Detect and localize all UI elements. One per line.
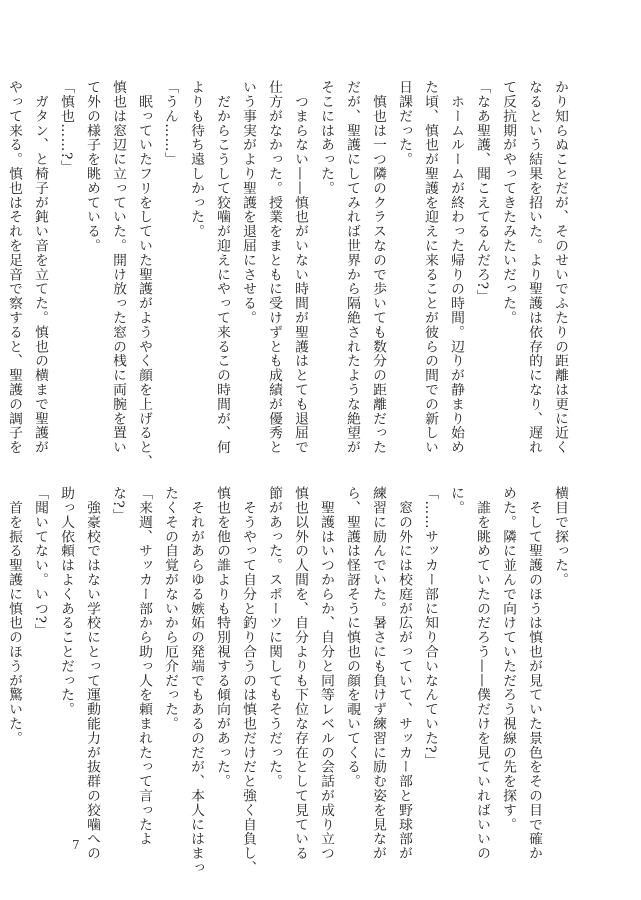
text-line: だが、聖護にしてみれば世界から隔絶されたような絶望が bbox=[344, 80, 360, 455]
text-line: いう事実がより聖護を退屈にさせる。 bbox=[240, 80, 256, 325]
text-line: 節があった。スポーツに関してもそうだった。 bbox=[266, 486, 282, 789]
text-line: 「……サッカー部に知り合いなんていた?」 bbox=[422, 486, 438, 768]
text-line: かり知らぬことだが、そのせいでふたりの距離は更に近く bbox=[552, 80, 568, 455]
text-line: よりも待ち遠しかった。 bbox=[188, 80, 204, 239]
text-line: 慎也は窓辺に立っていた。開け放った窓の桟に両腕を置い bbox=[110, 80, 126, 455]
text-line: 助っ人依頼はよくあることだった。 bbox=[58, 486, 74, 717]
text-line: ら、聖護は怪訝そうに慎也の顔を覗いてくる。 bbox=[344, 486, 360, 789]
text-line: それがあらゆる嫉妬の発端でもあるのだが、本人にはまっ bbox=[188, 486, 204, 875]
text-line: なるという結果を招いた。より聖護は依存的になり、遅れ bbox=[526, 80, 542, 455]
text-line: 慎也を他の誰よりも特別視する傾向があった。 bbox=[214, 486, 230, 789]
text-line: そこにはあった。 bbox=[318, 80, 334, 196]
text-line: 慎也以外の人間を、自分よりも下位な存在として見ている bbox=[292, 486, 308, 861]
text-line: ガタン、と椅子が鈍い音を立てた。慎也の横まで聖護が bbox=[32, 80, 48, 455]
text-line: 「うん……」 bbox=[162, 80, 178, 167]
text-line: 眠っていたフリをしていた聖護がようやく顔を上げると、 bbox=[136, 80, 152, 469]
text-line: 横目で探った。 bbox=[552, 486, 568, 587]
page-number: 7 bbox=[72, 838, 80, 852]
text-line: て反抗期がやってきたみたいだった。 bbox=[500, 80, 516, 325]
text-line: 聖護はいつからか、自分と同等レベルの会話が成り立つ bbox=[318, 486, 334, 861]
text-line: に。 bbox=[448, 486, 464, 515]
text-line: そうやって自分と釣り合うのは慎也だけだと強く自負し、 bbox=[240, 486, 256, 875]
text-line: だからこうして狡噛が迎えにやって来るこの時間が、何 bbox=[214, 80, 230, 455]
text-line: そして聖護のほうは慎也が見ていた景色をその目で確か bbox=[526, 486, 542, 861]
text-line: たくその自覚がないから厄介だった。 bbox=[162, 486, 178, 731]
lower-text-block bbox=[1, 486, 573, 875]
text-line: 「聞いてない。いつ?」 bbox=[32, 486, 48, 638]
text-line: 「慎也……?」 bbox=[58, 80, 74, 175]
text-line: ホームルームが終わった帰りの時間。辺りが静まり始め bbox=[448, 80, 464, 455]
text-line: 「なあ聖護、聞こえてるんだろ?」 bbox=[474, 80, 490, 304]
text-line: 練習に励んでいた。暑さにも負けず練習に励む姿を見なが bbox=[370, 486, 386, 861]
text-line: めた。隣に並んで向けていただろう視線の先を探す。 bbox=[500, 486, 516, 832]
text-line: た頃、慎也が聖護を迎えに来ることが彼らの間での新しい bbox=[422, 80, 438, 455]
text-line: 慎也は一つ隣のクラスなので歩いても数分の距離だった bbox=[370, 80, 386, 455]
text-line: な?」 bbox=[110, 486, 126, 523]
text-line: て外の様子を眺めている。 bbox=[84, 80, 100, 253]
text-line: 首を振る聖護に慎也のほうが驚いた。 bbox=[6, 486, 22, 746]
text-line: 窓の外には校庭が広がっていて、サッカー部と野球部が bbox=[396, 486, 412, 861]
text-line: やって来る。慎也はそれを足音で察すると、聖護の調子を bbox=[6, 80, 22, 455]
upper-text-block bbox=[1, 80, 573, 470]
text-line: 仕方がなかった。授業をまともに受けずとも成績が優秀と bbox=[266, 80, 282, 455]
text-line: 誰を眺めていたのだろう——僕だけを見ていればいいの bbox=[474, 486, 490, 861]
text-line: 「来週、サッカー部から助っ人を頼まれたって言ったよ bbox=[136, 486, 152, 846]
text-line: 強豪校ではない学校にとって運動能力が抜群の狡噛への bbox=[84, 486, 100, 861]
text-line: 日課だった。 bbox=[396, 80, 412, 167]
text-line: つまらない——慎也がいない時間が聖護はとても退屈で bbox=[292, 80, 308, 455]
